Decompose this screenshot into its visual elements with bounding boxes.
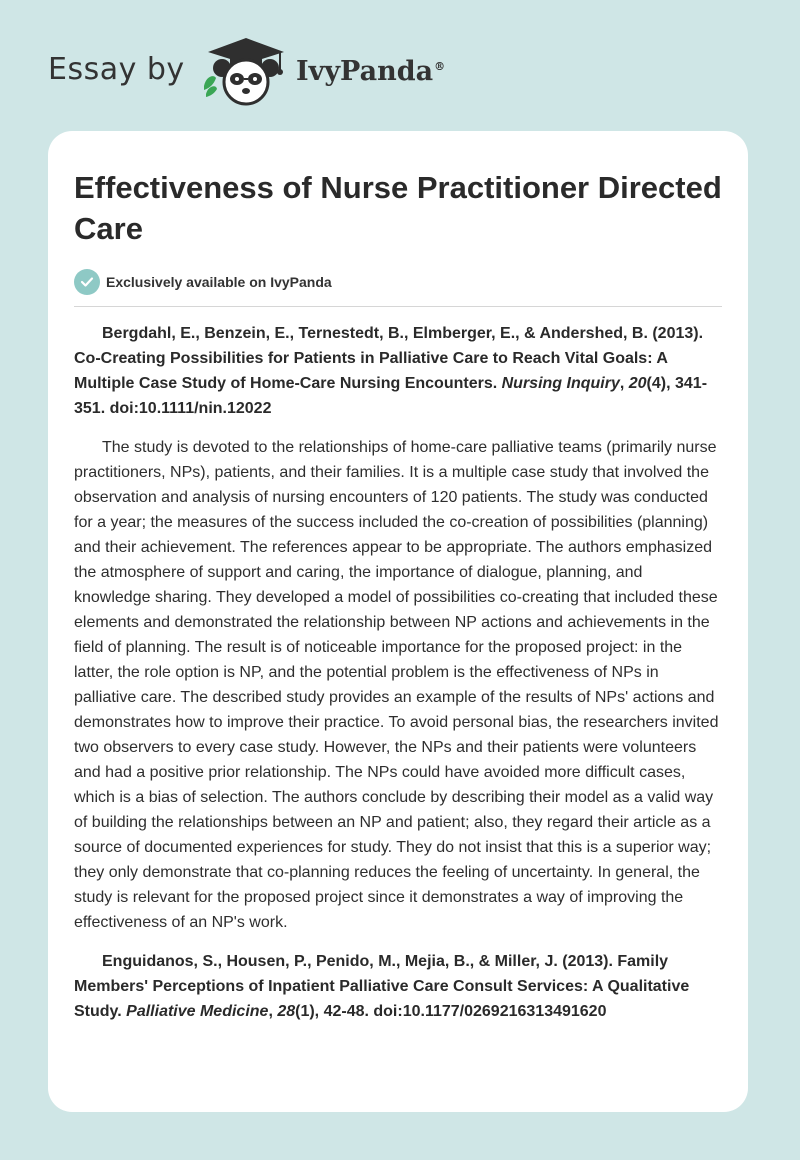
exclusive-badge	[74, 269, 722, 295]
panda-graduate-icon[interactable]	[200, 34, 292, 108]
body-paragraph: The study is devoted to the relationships of home-care palliative teams (primarily nurse practitioners, NPs), patients, and their families. It is a multiple case study that involved the observation and analysis of nursing encounters of 120 patients. The study was conducted for a year; the measures of the success included the co-creation of possibilities (planning) and their achievement. The references appear to be appropriate. The authors emphasized the atmosphere of support and caring, the importance of dialogue, planning, and knowledge sharing. They developed a model of possibilities co-creating that included these elements and demonstrated the relationship between NP actions and achievements in the field of planning. The result is of noticeable importance for the proposed project: in the latter, the role option is NP, and the potential problem is the effectiveness of NPs in palliative care. The described study provides an example of the results of NPs' actions and demonstrates how to improve their practice. To avoid personal bias, the researchers invited two observers to every case study. However, the NPs and their patients were volunteers and had a positive prior relationship. The NPs could have avoided more difficult cases, which is a bias of selection. The authors conclude by describing their model as a valid way of building the relationships between an NP and patient; also, they regard their article as a source of documented experiences for study. They do not insist that this is a superior way; they only demonstrate that co-planning reduces the feeling of uncertainty. In general, the study is relevant for the proposed project since it demonstrates a way of improving the effectiveness of an NP's work.	[74, 439, 719, 931]
badge-text: Exclusively available on IvyPanda	[106, 274, 332, 290]
brand-name[interactable]: IvyPanda®	[296, 56, 446, 87]
site-header	[0, 0, 800, 130]
check-icon	[74, 269, 100, 295]
article-card	[48, 131, 748, 1112]
page-title: Effectiveness of Nurse Practitioner Directed Care	[74, 170, 722, 246]
brand-prefix: Essay by	[48, 52, 185, 87]
divider	[74, 306, 722, 307]
reference-1: Bergdahl, E., Benzein, E., Ternestedt, B., Elmberger, E., & Andershed, B. (2013). Co-Creating Possibilities for Patients in Palliative Care to Reach Vital Goals: A Multiple Case Study of Home-Care Nursing Encounters. Nursing Inquiry, 20(4), 341-351. doi:10.1111/nin.12022	[74, 325, 708, 417]
reference-2: Enguidanos, S., Housen, P., Penido, M., Mejia, B., & Miller, J. (2013). Family Members' Perceptions of Inpatient Palliative Care Consult Services: A Qualitative Study. Palliative Medicine, 28(1), 42-48. doi:10.1177/0269216313491620	[74, 953, 690, 1020]
